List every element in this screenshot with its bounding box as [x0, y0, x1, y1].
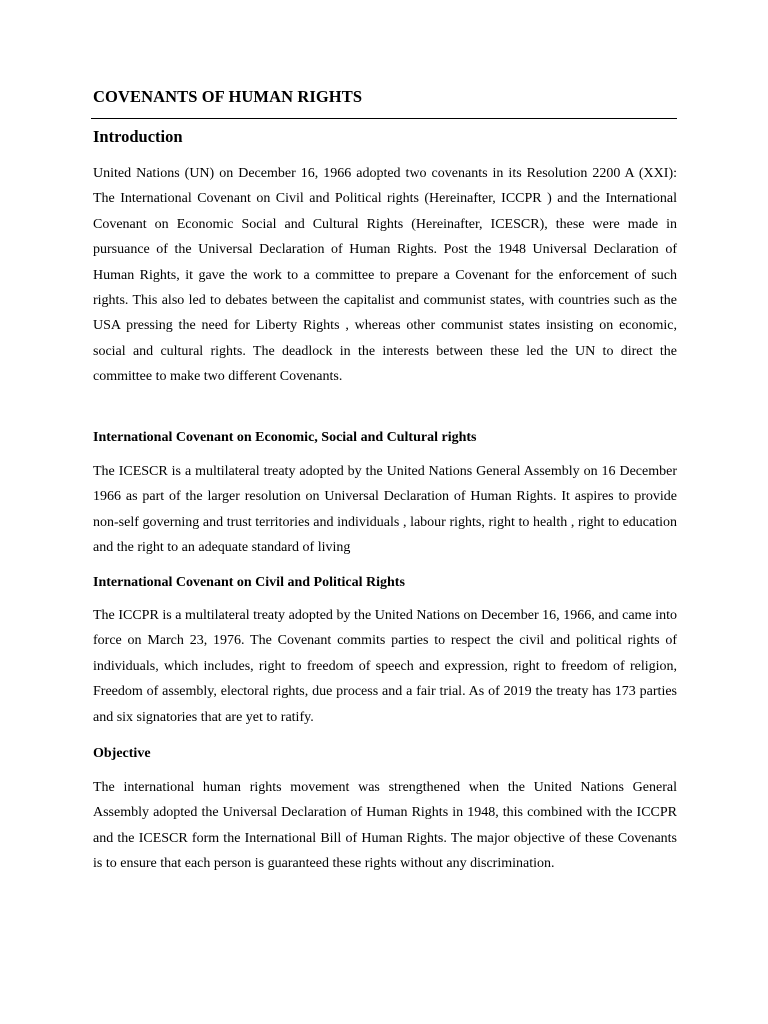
- section-heading-iccpr: International Covenant on Civil and Political Rights: [93, 575, 405, 590]
- title-underline: [91, 118, 677, 119]
- section-heading-objective: Objective: [93, 746, 151, 761]
- section-heading-icescr: International Covenant on Economic, Social and Cultural rights: [93, 430, 477, 445]
- section-body-objective: The international human rights movement was strengthened when the United Nations General Assembly adopted the Universal Declaration of Human Rights in 1948, this combined with the ICCPR and the ICESCR form the International Bill of Human Rights. The major objective of these Covenants is to ensure that each person is guaranteed these rights without any discrimination.: [93, 780, 677, 872]
- section-body-iccpr: The ICCPR is a multilateral treaty adopted by the United Nations on December 16, 1966, and came into force on March 23, 1976. The Covenant commits parties to respect the civil and political rights of individuals, which includes, right to freedom of speech and expression, right to freedom of religion, Freedom of assembly, electoral rights, due process and a fair trial. As of 2019 the treaty has 173 parties and six signatories that are yet to ratify.: [93, 608, 677, 725]
- document-page: [93, 84, 677, 872]
- section-heading-introduction: Introduction: [93, 127, 183, 146]
- section-body-introduction: United Nations (UN) on December 16, 1966 adopted two covenants in its Resolution 2200 A (XXI): The International Covenant on Civil and Political rights (Hereinafter, ICCPR ) and the International Covenant on Economic Social and Cultural Rights (Hereinafter, ICESCR), these were made in pursuance of the Universal Declaration of Human Rights. Post the 1948 Universal Declaration of Human Rights, it gave the work to a committee to prepare a Covenant for the enforcement of such rights. This also led to debates between the capitalist and communist states, with countries such as the USA pressing the need for Liberty Rights , whereas other communist states insisting on economic, social and cultural rights. The deadlock in the interests between these led the UN to direct the committee to make two different Covenants.: [93, 166, 677, 385]
- section-body-icescr: The ICESCR is a multilateral treaty adopted by the United Nations General Assembly on 16 December 1966 as part of the larger resolution on Universal Declaration of Human Rights. It aspires to provide non-self governing and trust territories and individuals , labour rights, right to health , right to education and the right to an adequate standard of living: [93, 464, 677, 556]
- document-title: COVENANTS OF HUMAN RIGHTS: [93, 87, 363, 106]
